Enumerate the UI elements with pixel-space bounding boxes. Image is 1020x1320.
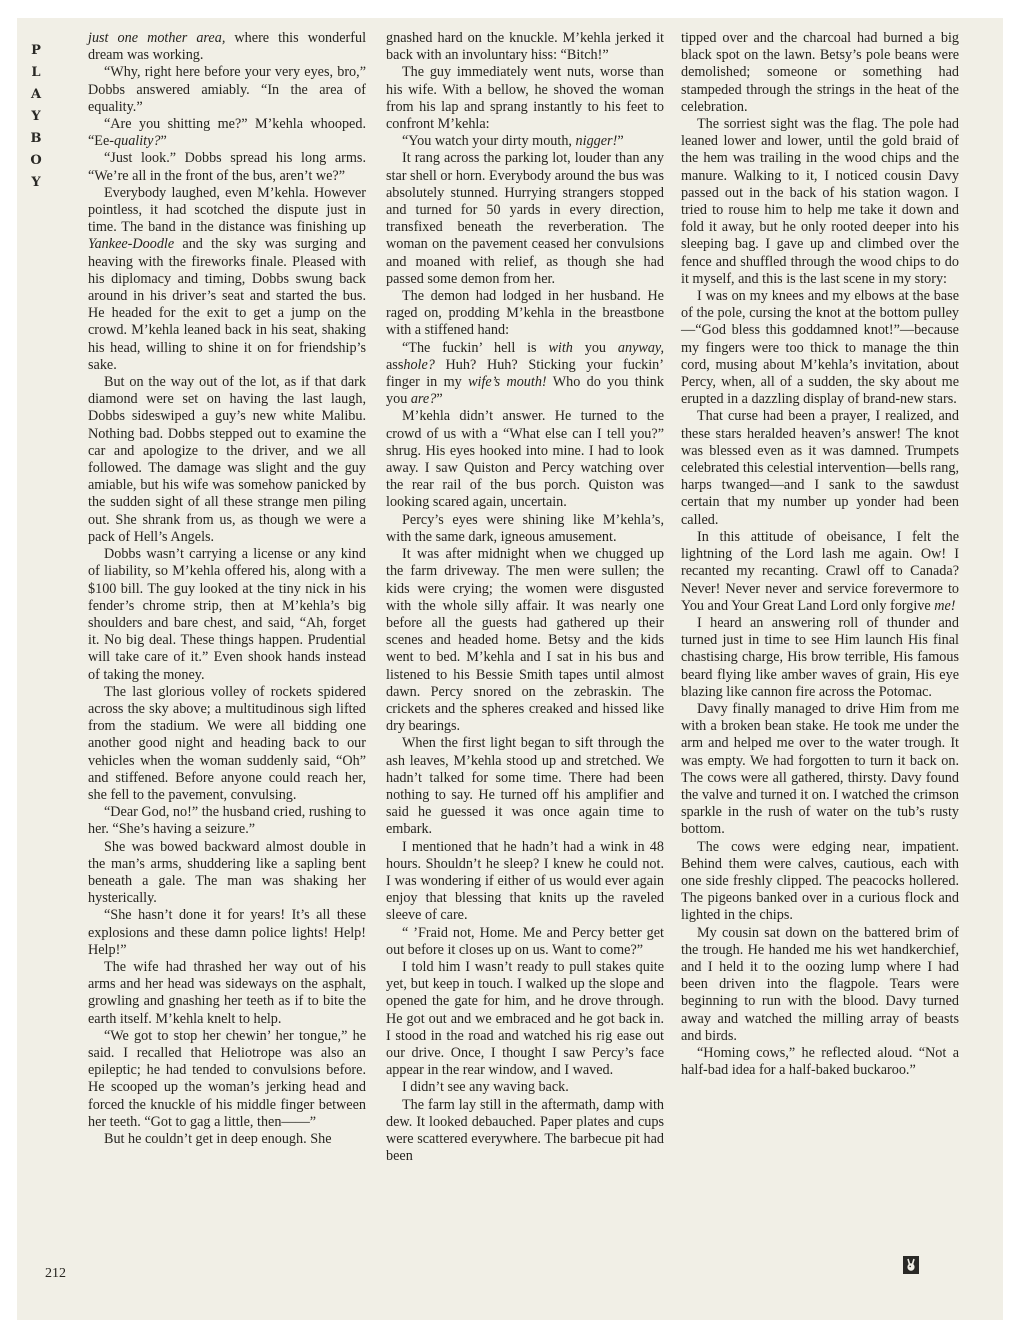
paragraph xyxy=(386,30,664,64)
italic-text: just one mother area, xyxy=(88,30,226,46)
paragraph xyxy=(681,116,959,288)
paragraph xyxy=(681,408,959,528)
paragraph xyxy=(88,116,366,150)
masthead-letter: B xyxy=(30,131,42,146)
text-run: where this wonderful dream was working. xyxy=(88,30,367,64)
paragraph xyxy=(88,907,366,959)
text-run: M’kehla didn’t answer. He turned to the crowd of us with a “What else can I tell you?” shrug. His eyes hooked into mine. I had to look away. I saw Quiston and Percy watching over the rear rail of the bus porch. Quiston was looking scared again, uncertain. xyxy=(386,408,664,511)
masthead-vertical xyxy=(29,40,43,194)
paragraph xyxy=(88,185,366,374)
paragraph xyxy=(88,839,366,908)
paragraph xyxy=(386,959,664,1079)
text-run: It was after midnight when we chugged up the farm driveway. The men were sullen; the kids were crying; the women were disgusted with the whole silly affair. It was nearly one before all the guests had gathered up their scenes and headed home. Betsy and the kids went to bed. M’kehla and I sat in his bus and listened to his Bessie Smith tapes until almost dawn. Percy snored on the zebraskin. The crickets and the spheres creaked and hissed like dry bearings. xyxy=(386,546,664,735)
paragraph xyxy=(386,288,664,340)
text-run: you xyxy=(572,339,618,356)
text-run: Who do you think you xyxy=(386,374,664,408)
paragraph xyxy=(386,735,664,838)
text-run: “Dear God, no!” the husband cried, rushing to her. “She’s having a seizure.” xyxy=(88,804,366,838)
text-run: In this attitude of obeisance, I felt the lightning of the Lord lash me again. Ow! I recanted my recanting. Crawl off to Canada? Never! Never never and service forevermore to You and Your Great Land Lord only forgive xyxy=(681,528,959,614)
paragraph xyxy=(681,288,959,408)
text-run: The guy immediately went nuts, worse than his wife. With a bellow, he shoved the woman from his lap and sprang instantly to his feet to confront M’kehla: xyxy=(386,64,664,133)
text-run: “ ’Fraid not, Home. Me and Percy better get out before it closes up on us. Want to come?” xyxy=(386,924,664,958)
paragraph xyxy=(88,959,366,1028)
paragraph xyxy=(386,546,664,735)
text-run: The wife had thrashed her way out of his arms and her head was sideways on the asphalt, growling and gnashing her teeth as if to bite the earth itself. M’kehla knelt to help. xyxy=(88,958,366,1027)
text-run: The farm lay still in the aftermath, damp with dew. It looked debauched. Paper plates and cups were scattered everywhere. The barbecue pit had been xyxy=(386,1096,664,1165)
text-run: It rang across the parking lot, louder than any star shell or horn. Everybody around the bus was absolutely stunned. Hurrying strangers stopped and turned for 50 yards in every direction, transfixed beneath the reverberation. The woman on the pavement ceased her convulsions and moaned with relief, as though she had passed some demon from her. xyxy=(386,150,664,287)
italic-text: me! xyxy=(934,597,956,614)
paragraph xyxy=(681,701,959,839)
text-run: Dobbs wasn’t carrying a license or any kind of liability, so M’kehla offered his, along with a $100 bill. The guy looked at the tiny nick in his fender’s chrome strip, then at M’kehla’s big shoulders and bare chest, and said, “Ah, forget it. No big deal. These things happen. Prudential will take care of it.” Even shook hands instead of taking the money. xyxy=(88,546,366,683)
paragraph xyxy=(386,1079,664,1096)
paragraph xyxy=(386,839,664,925)
paragraph xyxy=(88,150,366,184)
text-run: I was on my knees and my elbows at the base of the pole, cursing the knot at the bottom pulley—“God bless this goddamned knot!”—because my fingers were too thick to manage the thin cord, musing about M’kehla’s invitation, about Percy, when, all of a sudden, the sky about me erupted in a dazzling display of brand-new stars. xyxy=(681,288,959,408)
paragraph xyxy=(681,925,959,1045)
paragraph xyxy=(681,30,959,116)
text-run: The demon had lodged in her husband. He raged on, prodding M’kehla in the breastbone with a stiffened hand: xyxy=(386,288,664,339)
text-run: “We got to stop her chewin’ her tongue,” he said. I recalled that Heliotrope was also an epileptic; he had tended to convulsions before. He scooped up the woman’s jerking head and forced the knuckle of his middle finger between her teeth. “Got to gag a little, then——” xyxy=(88,1027,366,1130)
text-run: When the first light began to sift through the ash leaves, M’kehla stood up and stretched. We hadn’t talked for some time. There had been nothing to say. He turned off his amplifier and said he guessed it was once again time to embark. xyxy=(386,735,664,838)
text-run: Huh? Huh? Sticking your fuckin’ finger in my xyxy=(386,356,664,391)
page-number: 212 xyxy=(45,1266,66,1281)
paragraph xyxy=(681,529,959,615)
paragraph xyxy=(386,1097,664,1166)
masthead-letter: O xyxy=(30,153,42,168)
text-column-2 xyxy=(386,30,664,1165)
masthead-letter: L xyxy=(31,65,41,80)
italic-text: quality? xyxy=(114,133,161,150)
paragraph xyxy=(88,1131,366,1148)
italic-text: with xyxy=(548,339,573,356)
text-run: ” xyxy=(617,133,624,150)
text-run: and the sky was surging and heaving with the fireworks finale. Pleased with his diplomacy and timing, Dobbs swung back around in his driver’s seat and started the bus. He headed for the exit to get a jump on the crowd. M’kehla leaned back in his seat, shaking his head, willing to shine it on for friendship’s sake. xyxy=(88,236,366,373)
text-column-1 xyxy=(88,30,366,1148)
italic-text: Yankee-Doodle xyxy=(88,236,175,253)
text-run: ” xyxy=(160,133,167,150)
paragraph xyxy=(386,133,664,150)
text-run: But on the way out of the lot, as if that dark diamond were set on having the last laugh, Dobbs sideswiped a guy’s new white Malibu. Nothing bad. Dobbs stepped out to examine the car and apologize to the driver, and we all followed. The damage was slight and the guy amiable, but his wife was somehow panicked by the sudden sight of all these strange men piling out. She shrank from us, as though we were a pack of Hell’s Angels. xyxy=(88,374,366,545)
italic-text: wife’s mouth! xyxy=(468,374,547,391)
text-run: “Why, right here before your very eyes, bro,” Dobbs answered amiably. “In the area of equality.” xyxy=(88,64,366,115)
italic-text: nigger! xyxy=(575,133,618,150)
text-run: But he couldn’t get in deep enough. She xyxy=(104,1131,332,1147)
text-run: That curse had been a prayer, I realized, and these stars heralded heaven’s answer! The knot was blessed even as it was damned. Trumpets celebrated this celestial intervention—bells rang, harps twanged—and I sank to the sawdust certain that my number up yonder had been called. xyxy=(681,408,959,528)
text-run: Everybody laughed, even M’kehla. However pointless, it had scotched the dispute just in time. The band in the distance was finishing up xyxy=(88,184,366,236)
paragraph xyxy=(88,804,366,838)
text-run: “You watch your dirty mouth, xyxy=(402,133,576,150)
text-run: ” xyxy=(436,391,443,408)
text-run: I mentioned that he hadn’t had a wink in 48 hours. Shouldn’t he sleep? I knew he could not. I was wondering if either of us would ever again enjoy that blessing that knits up the raveled sleeve of care. xyxy=(386,838,664,924)
text-run: gnashed hard on the knuckle. M’kehla jerked it back with an involuntary hiss: “Bitch!” xyxy=(386,30,664,64)
text-run: The cows were edging near, impatient. Behind them were calves, cautious, each with one side freshly clipped. The peacocks hollered. The pigeons banked over in a curious flock and lighted in the chips. xyxy=(681,838,959,924)
text-run: Percy’s eyes were shining like M’kehla’s, with the same dark, igneous amusement. xyxy=(386,511,664,545)
text-run: She was bowed backward almost double in the man’s arms, shuddering like a sapling bent beneath a gale. The man was shaking her hysterically. xyxy=(88,838,366,907)
paragraph xyxy=(386,925,664,959)
text-run: tipped over and the charcoal had burned a big black spot on the lawn. Betsy’s pole beans were demolished; someone or something had stampeded through the strings in the heat of the celebration. xyxy=(681,30,959,115)
italic-text: anyway, xyxy=(617,339,664,356)
masthead-letter: P xyxy=(31,43,41,58)
text-run: I didn’t see any waving back. xyxy=(402,1079,569,1096)
paragraph xyxy=(386,512,664,546)
text-run: “Homing cows,” he reflected aloud. “Not a half-bad idea for a half-baked buckaroo.” xyxy=(681,1044,959,1079)
text-run: “Just look.” Dobbs spread his long arms. “We’re all in the front of the bus, aren’t we?” xyxy=(88,150,366,184)
paragraph xyxy=(88,1028,366,1131)
text-run: “Are you shitting me?” M’kehla whooped. “Ee- xyxy=(88,116,366,150)
masthead-letter: Y xyxy=(31,109,41,124)
text-run: The last glorious volley of rockets spidered across the sky above; a multitudinous sigh lifted from the stadium. We were all bidding one another good night and heading back to our vehicles when the woman suddenly said, “Oh” and stiffened. Before anyone could reach her, she fell to the pavement, convulsing. xyxy=(88,683,366,803)
paragraph xyxy=(88,546,366,684)
text-run: Davy finally managed to drive Him from me with a broken bean stake. He took me under the arm and helped me over to the water trough. It was empty. We had forgotten to turn it back on. The cows were all gathered, thirsty. Davy found the valve and turned it on. I watched the crimson sparkle in the rush of water on the tub’s rusty bottom. xyxy=(681,700,959,838)
paragraph xyxy=(386,408,664,511)
italic-text: are? xyxy=(410,391,437,408)
paragraph xyxy=(386,340,664,409)
magazine-page xyxy=(17,18,1003,1320)
paragraph xyxy=(88,374,366,546)
masthead-letter: A xyxy=(30,87,42,102)
rabbit-head-end-mark-icon xyxy=(903,1256,919,1274)
italic-text: hole? xyxy=(403,356,435,373)
paragraph xyxy=(88,30,366,64)
text-run: My cousin sat down on the battered brim of the trough. He handed me his wet handkerchief, and I held it to the oozing lump where I had been driven into the flagpole. Tears were beginning to run with the blood. Davy turned away and watched the milling array of beasts and birds. xyxy=(681,924,959,1044)
paragraph xyxy=(681,839,959,925)
text-run: I heard an answering roll of thunder and turned just in time to see Him launch His final chastising charge, His brow terrible, His famous beard flying like amber waves of grain, His eye blazing like cannon fire across the Potomac. xyxy=(681,614,959,700)
text-run: The sorriest sight was the flag. The pole had leaned lower and lower, until the gold braid of the hem was trailing in the wood chips and the manure. Walking to it, I noticed cousin Davy passed out in the back of his station wagon. I tried to rouse him to help me take it down and fold it away, but he only rooted deeper into his sleeping bag. I gave up and climbed over the fence and shuffled through the wood chips to do it myself, and this is the last scene in my story: xyxy=(681,116,959,287)
paragraph xyxy=(386,150,664,288)
paragraph xyxy=(88,64,366,116)
text-run: “She hasn’t done it for years! It’s all these explosions and these damn police lights! Help! Help!” xyxy=(88,907,366,958)
text-run: I told him I wasn’t ready to pull stakes quite yet, but keep in touch. I walked up the slope and opened the gate for him, and he drove through. He got out and we embraced and he got back in. I stood in the road and watched his rig ease out our drive. Once, I thought I saw Percy’s face appear in the rear window, and I waved. xyxy=(386,958,664,1079)
paragraph xyxy=(386,64,664,133)
text-run: ass xyxy=(386,356,404,373)
text-column-3 xyxy=(681,30,959,1079)
text-run: “The fuckin’ hell is xyxy=(402,339,549,356)
masthead-letter: Y xyxy=(31,175,41,190)
paragraph xyxy=(681,615,959,701)
paragraph xyxy=(88,684,366,804)
paragraph xyxy=(681,1045,959,1079)
